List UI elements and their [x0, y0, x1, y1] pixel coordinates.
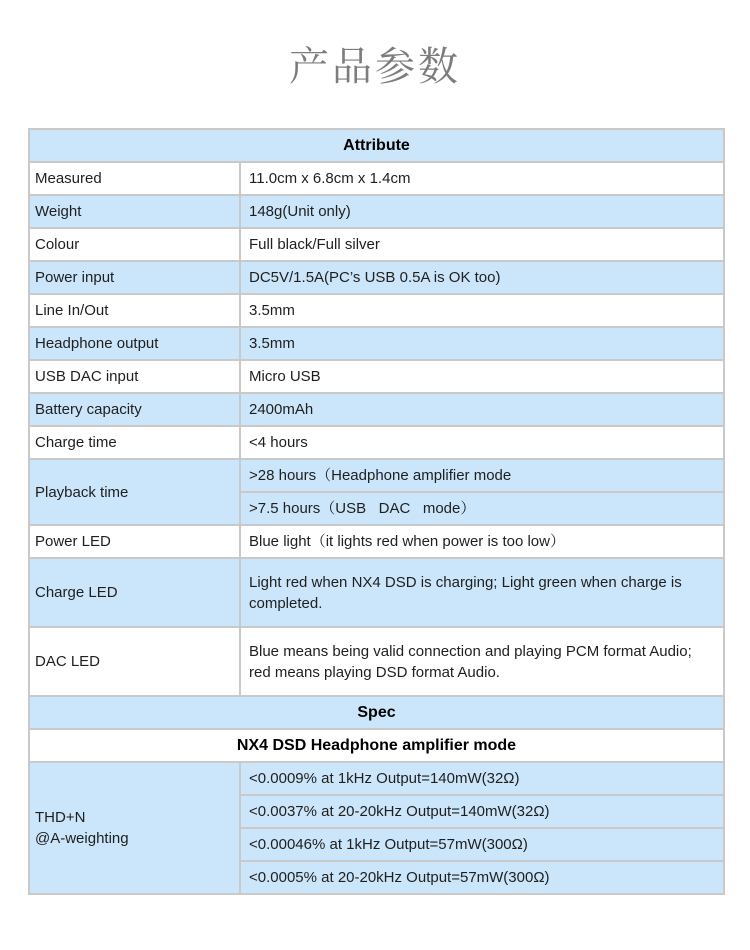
- spec-row: [29, 393, 724, 426]
- spec-row: [29, 294, 724, 327]
- section-row: [29, 696, 724, 729]
- row-label: Colour: [29, 228, 240, 261]
- row-value: 11.0cm x 6.8cm x 1.4cm: [240, 162, 724, 195]
- row-value: <4 hours: [240, 426, 724, 459]
- spec-subrow: [29, 762, 724, 795]
- row-value: >7.5 hours（USB DAC mode）: [240, 492, 724, 525]
- section-header: Spec: [29, 696, 724, 729]
- section-header: Attribute: [29, 129, 724, 162]
- row-value: Full black/Full silver: [240, 228, 724, 261]
- row-label: USB DAC input: [29, 360, 240, 393]
- row-label: DAC LED: [29, 627, 240, 696]
- row-value: Micro USB: [240, 360, 724, 393]
- row-label: Charge LED: [29, 558, 240, 627]
- row-label: Weight: [29, 195, 240, 228]
- row-value: <0.00046% at 1kHz Output=57mW(300Ω): [240, 828, 724, 861]
- spec-subrow: [29, 459, 724, 492]
- row-label: Charge time: [29, 426, 240, 459]
- row-label: Measured: [29, 162, 240, 195]
- page-title: 产品参数: [289, 45, 461, 89]
- row-value: 2400mAh: [240, 393, 724, 426]
- spec-row: [29, 426, 724, 459]
- spec-row: [29, 228, 724, 261]
- row-value: 3.5mm: [240, 294, 724, 327]
- row-value: 3.5mm: [240, 327, 724, 360]
- row-label: Power input: [29, 261, 240, 294]
- row-value: <0.0005% at 20-20kHz Output=57mW(300Ω): [240, 861, 724, 894]
- row-label: Battery capacity: [29, 393, 240, 426]
- spec-row: [29, 327, 724, 360]
- row-label: Power LED: [29, 525, 240, 558]
- product-spec-table: [28, 128, 725, 895]
- row-label: Headphone output: [29, 327, 240, 360]
- section-row: [29, 129, 724, 162]
- row-label: Line In/Out: [29, 294, 240, 327]
- row-value: Blue means being valid connection and playing PCM format Audio; red means playing DSD format Audio.: [240, 627, 724, 696]
- spec-row: [29, 558, 724, 627]
- row-label: Playback time: [29, 459, 240, 525]
- row-value: DC5V/1.5A(PC’s USB 0.5A is OK too): [240, 261, 724, 294]
- row-value: <0.0009% at 1kHz Output=140mW(32Ω): [240, 762, 724, 795]
- spec-row: [29, 261, 724, 294]
- spec-row: [29, 195, 724, 228]
- spec-row: [29, 162, 724, 195]
- spec-row: [29, 525, 724, 558]
- row-value: >28 hours（Headphone amplifier mode: [240, 459, 724, 492]
- row-value: 148g(Unit only): [240, 195, 724, 228]
- row-value: Blue light（it lights red when power is too low）: [240, 525, 724, 558]
- section-header: NX4 DSD Headphone amplifier mode: [29, 729, 724, 762]
- spec-row: [29, 627, 724, 696]
- spec-table-body: [29, 129, 724, 894]
- row-value: Light red when NX4 DSD is charging; Light green when charge is completed.: [240, 558, 724, 627]
- row-value: <0.0037% at 20-20kHz Output=140mW(32Ω): [240, 795, 724, 828]
- row-label: THD+N @A-weighting: [29, 762, 240, 894]
- spec-row: [29, 360, 724, 393]
- section-row: [29, 729, 724, 762]
